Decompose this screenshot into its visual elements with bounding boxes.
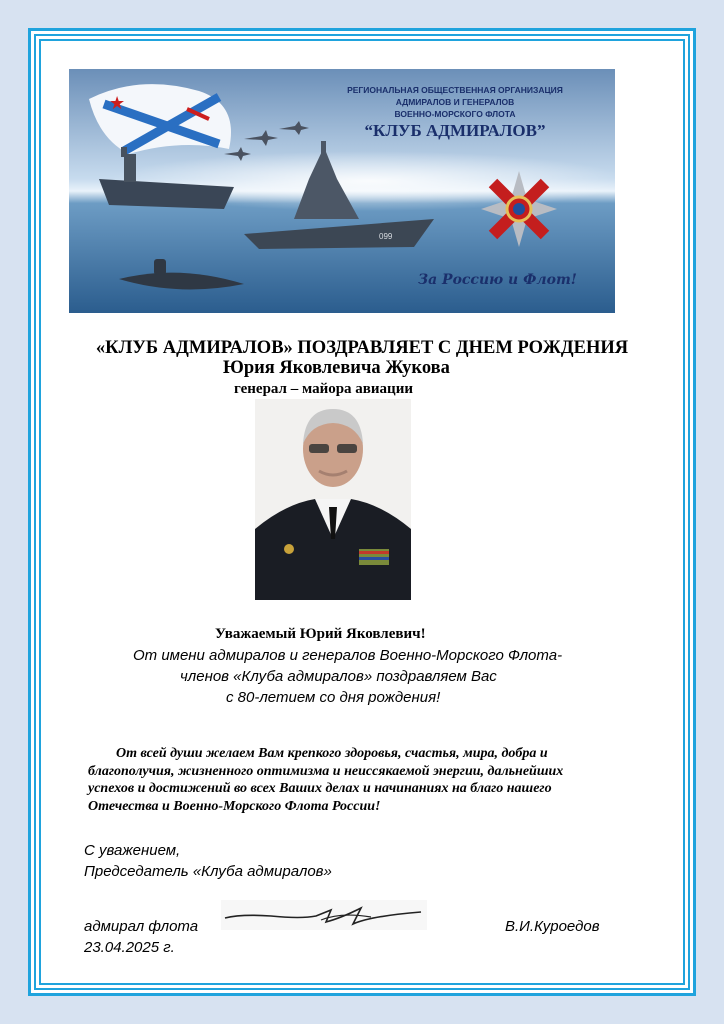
signatory-rank: адмирал флота [84,918,199,935]
wishes-line-3: успехов и достижений во всех Ваших делах и начинаниях на благо нашего [88,781,552,796]
greeting-line-3: с 80-летием со дня рождения! [226,689,441,706]
honoree-name: Юрия Яковлевича Жукова [223,358,450,378]
greeting-line-1: От имени адмиралов и генералов Военно-Морского Флота- [133,647,563,664]
honoree-rank: генерал – майора авиации [234,381,413,397]
svg-text:★: ★ [109,93,126,113]
handwritten-signature [221,900,427,930]
org-line-3: ВОЕННО-МОРСКОГО ФЛОТА [394,109,516,119]
banner-motto: За Россию и Флот! [418,272,577,288]
club-name: “КЛУБ АДМИРАЛОВ” [364,121,546,140]
org-line-2: АДМИРАЛОВ И ГЕНЕРАЛОВ [395,97,515,107]
svg-text:099: 099 [379,232,393,241]
greeting-line-2: членов «Клуба адмиралов» поздравляем Вас [180,668,497,685]
signatory-name: В.И.Куроедов [505,918,600,935]
letter-date: 23.04.2025 г. [84,939,175,956]
wishes-line-4: Отечества и Военно-Морского Флота России! [88,798,381,814]
org-line-1: РЕГИОНАЛЬНАЯ ОБЩЕСТВЕННАЯ ОРГАНИЗАЦИЯ [347,85,563,95]
wishes-line-1: От всей души желаем Вам крепкого здоровья, счастья, мира, добра и [116,746,548,761]
closing-respect: С уважением, [84,842,181,859]
wishes-paragraph [88,745,648,815]
wishes-line-2: благополучия, жизненного оптимизма и неиссякаемой энергии, дальнейших [88,763,564,779]
salutation: Уважаемый Юрий Яковлевич! [215,626,426,642]
honoree-portrait [255,399,411,600]
closing-chairman: Председатель «Клуба адмиралов» [84,863,332,880]
organization-title [300,84,610,142]
congratulation-heading: «КЛУБ АДМИРАЛОВ» ПОЗДРАВЛЯЕТ С ДНЕМ РОЖДЕНИЯ [95,338,629,358]
